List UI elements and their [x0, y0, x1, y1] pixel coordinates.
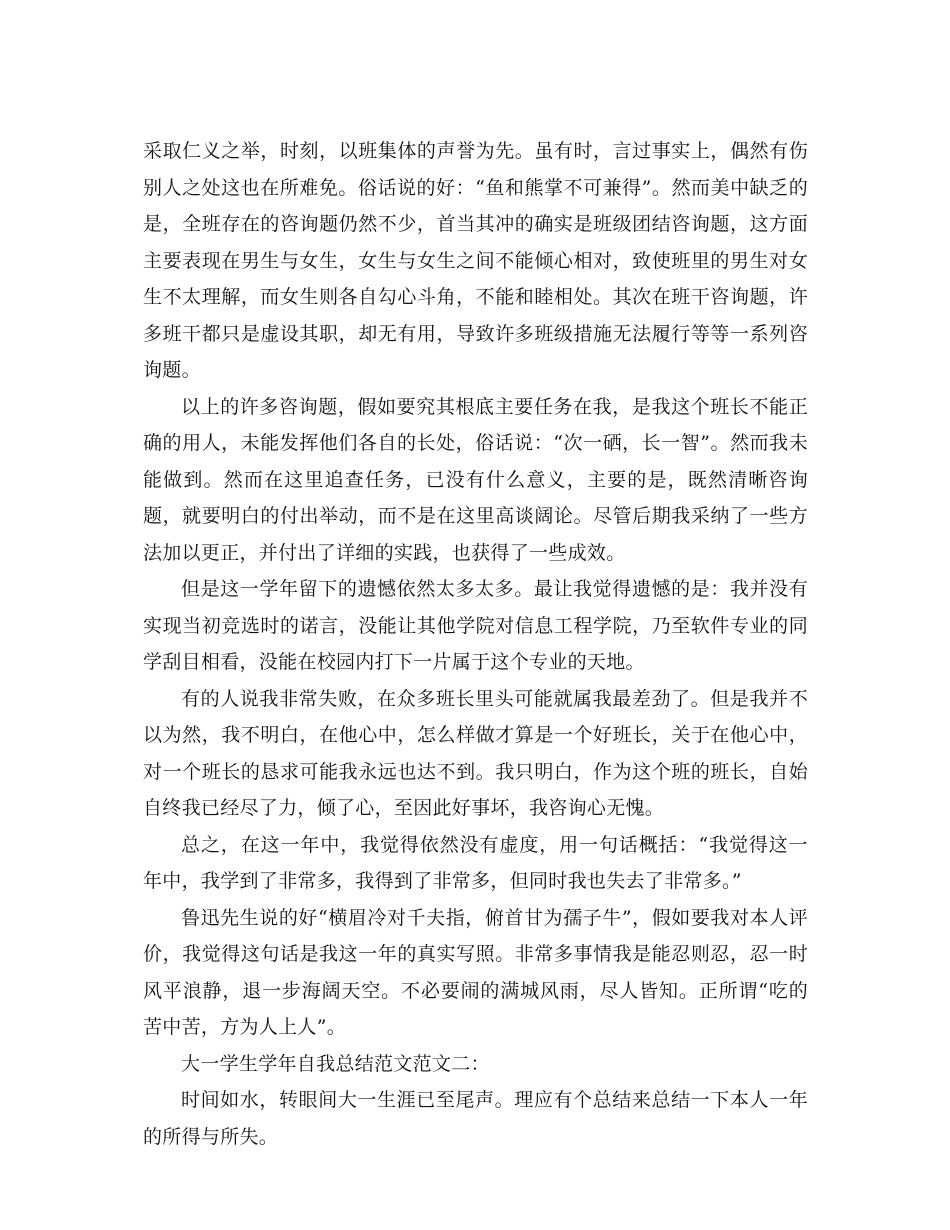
paragraph-2: 以上的许多咨询题，假如要究其根底主要任务在我，是我这个班长不能正确的用人，未能发挥他们各自的长处，俗话说：“次一硒，长一智”。然而我未能做到。然而在这里追查任务，已没有什么意义，主要的是，既然清晰咨询题，就要明白的付出举动，而不是在这里高谈阔论。尽管后期我采纳了一些方法加以更正，并付出了详细的实践，也获得了一些成效。: [143, 395, 808, 564]
paragraph-6: 鲁迅先生说的好“横眉冷对千夫指，俯首甘为孺子牛”，假如要我对本人评价，我觉得这句话是我这一年的真实写照。非常多事情我是能忍则忍，忍一时风平浪静，退一步海阔天空。不必要闹的满城风雨，尽人皆知。正所谓“吃的苦中苦，方为人上人”。: [143, 906, 808, 1038]
paragraph-3: 但是这一学年留下的遗憾依然太多太多。最让我觉得遗憾的是：我并没有实现当初竞选时的诺言，没能让其他学院对信息工程学院，乃至软件专业的同学刮目相看，没能在校园内打下一片属于这个专业的天地。: [143, 578, 808, 673]
paragraph-5: 总之，在这一年中，我觉得依然没有虚度，用一句话概括：“我觉得这一年中，我学到了非常多，我得到了非常多，但同时我也失去了非常多。”: [143, 833, 808, 892]
document-body: [143, 133, 808, 1155]
paragraph-8: 时间如水，转眼间大一生涯已至尾声。理应有个总结来总结一下本人一年的所得与所失。: [143, 1089, 808, 1148]
section-heading-2: 大一学生学年自我总结范文范文二：: [181, 1052, 490, 1075]
paragraph-4: 有的人说我非常失败，在众多班长里头可能就属我最差劲了。但是我并不以为然，我不明白，在他心中，怎么样做才算是一个好班长，关于在他心中，对一个班长的恳求可能我永远也达不到。我只明白，作为这个班的班长，自始自终我已经尽了力，倾了心，至因此好事坏，我咨询心无愧。: [143, 687, 808, 819]
paragraph-1: 采取仁义之举，时刻，以班集体的声誉为先。虽有时，言过事实上，偶然有伤别人之处这也在所难免。俗话说的好：“鱼和熊掌不可兼得”。然而美中缺乏的是，全班存在的咨询题仍然不少，首当其冲的确实是班级团结咨询题，这方面主要表现在男生与女生，女生与女生之间不能倾心相对，致使班里的男生对女生不太理解，而女生则各自勾心斗角，不能和睦相处。其次在班干咨询题，许多班干都只是虚设其职，却无有用，导致许多班级措施无法履行等等一系列咨询题。: [143, 140, 808, 381]
